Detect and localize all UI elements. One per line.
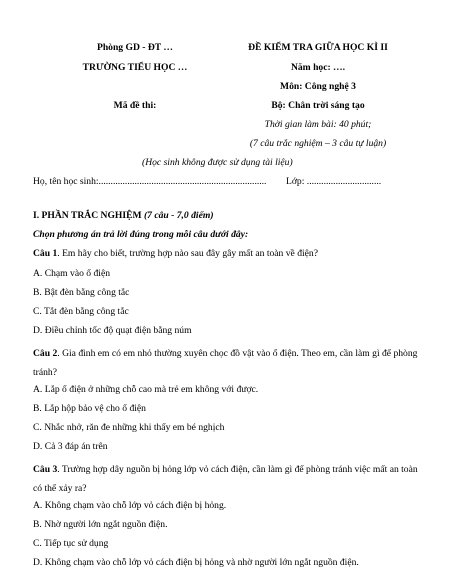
question-1-option-b: B. Bật đèn bằng công tắc	[33, 287, 130, 298]
question-2-label: Câu 2	[33, 348, 58, 359]
question-3-option-d: D. Không chạm vào chỗ lớp vỏ cách điện bị hỏng và nhờ người lớn ngắt nguồn điện.	[33, 557, 359, 568]
student-name-line: Họ, tên học sinh:......................................................................	[33, 176, 267, 187]
textbook-series: Bộ: Chân trời sáng tạo	[271, 100, 365, 111]
question-3-label: Câu 3	[33, 464, 58, 475]
student-class-line: Lớp: ...............................	[286, 176, 382, 187]
question-3-text: . Trường hợp dây nguồn bị hỏng lớp vỏ cách điện, cần làm gì để phòng tránh việc mất an toàn có thể xảy ra?	[33, 464, 418, 494]
exam-code-label: Mã đề thi:	[113, 100, 157, 111]
section-points: (7 câu - 7,0 điểm)	[143, 210, 214, 221]
question-2-option-c: C. Nhắc nhở, răn đe những khi thấy em bé nghịch	[33, 422, 225, 433]
exam-structure: (7 câu trắc nghiệm – 3 câu tự luận)	[249, 138, 387, 149]
no-materials-note: (Học sinh không được sử dụng tài liệu)	[142, 157, 293, 168]
subject: Môn: Công nghệ 3	[280, 81, 356, 92]
question-3-option-b: B. Nhờ người lớn ngắt nguồn điện.	[33, 519, 168, 530]
question-2-option-d: D. Cả 3 đáp án trên	[33, 441, 108, 452]
question-1-option-c: C. Tắt đèn bằng công tắc	[33, 306, 129, 317]
question-1	[33, 248, 425, 260]
question-1-option-a: A. Chạm vào ổ điện	[33, 268, 111, 279]
section-instruction: Chọn phương án trả lời đúng trong mỗi câu dưới đây:	[33, 229, 249, 240]
section-title: I. PHẦN TRẮC NGHIỆM	[33, 210, 142, 221]
question-1-text: . Em hãy cho biết, trường hợp nào sau đây gây mất an toàn về điện?	[57, 248, 318, 259]
question-1-label: Câu 1	[33, 248, 58, 259]
exam-title: ĐỀ KIỂM TRA GIỮA HỌC KÌ II	[248, 42, 388, 53]
question-2-option-a: A. Lắp ổ điện ở những chỗ cao mà trẻ em không với được.	[33, 384, 259, 395]
time-allowed: Thời gian làm bài: 40 phút;	[264, 119, 372, 130]
question-2	[33, 344, 425, 382]
question-3-option-a: A. Không chạm vào chỗ lớp vỏ cách điện bị hỏng.	[33, 500, 227, 511]
department-label: Phòng GD - ĐT …	[96, 42, 174, 53]
question-2-text: . Gia đình em có em nhỏ thường xuyên chọc đồ vật vào ổ điện. Theo em, cần làm gì để phòng tránh?	[33, 348, 418, 378]
section-heading	[33, 210, 214, 222]
school-year: Năm học: ….	[290, 62, 346, 73]
school-name: TRƯỜNG TIỂU HỌC …	[82, 62, 188, 73]
question-3	[33, 460, 425, 498]
question-3-option-c: C. Tiếp tục sử dụng	[33, 538, 109, 549]
question-2-option-b: B. Lắp hộp bảo vệ cho ổ điện	[33, 403, 146, 414]
question-1-option-d: D. Điều chỉnh tốc độ quạt điện bằng núm	[33, 325, 192, 336]
